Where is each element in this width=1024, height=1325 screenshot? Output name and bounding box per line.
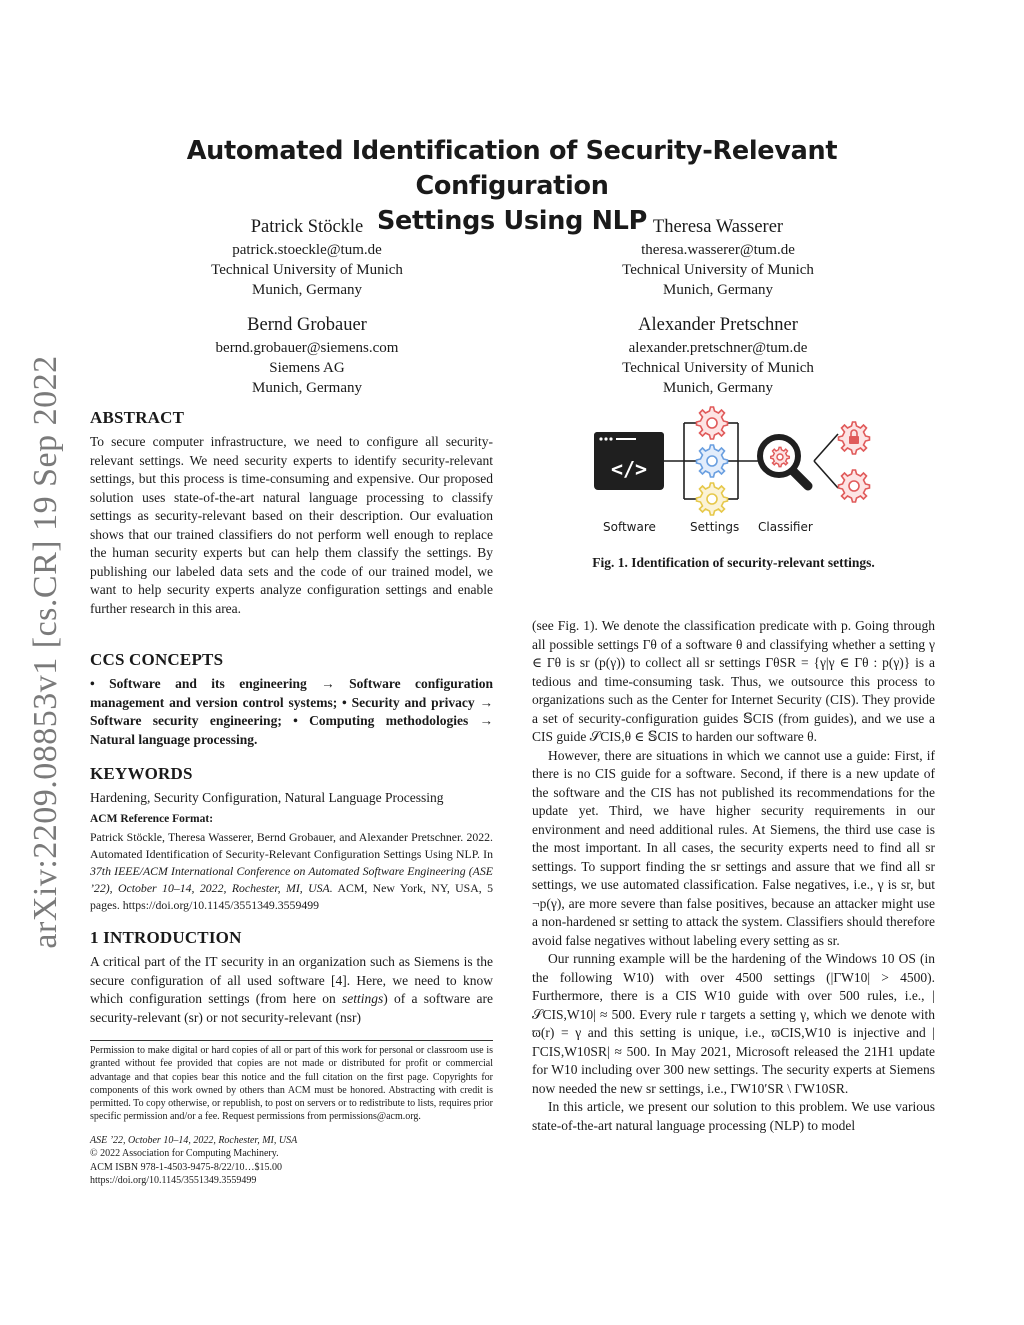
author-email: bernd.grobauer@siemens.com bbox=[215, 340, 399, 356]
abstract-text: To secure computer infrastructure, we need to configure all security-relevant settings. We need security experts to identify security-relevant settings, but this process is time-consuming and expensive. Our proposed solution uses state-of-the-art natural language processing to classify settings as security-relevant based on their description. Our evaluation shows that our trained classifiers do not perform well enough to replace the human security experts but can help them classify the settings. By publishing our labeled data sets and the code of our trained model, we want to help security experts analyze configuration settings and enable further research in this area. bbox=[90, 434, 493, 616]
footnote-venue: ASE ’22, October 10–14, 2022, Rochester, MI, USA bbox=[90, 1135, 298, 1146]
intro-text bbox=[90, 953, 493, 1027]
code-glyph: </> bbox=[610, 457, 648, 481]
author-4 bbox=[553, 312, 883, 398]
settings-gear-yellow-icon bbox=[697, 483, 728, 515]
keywords-heading: KEYWORDS bbox=[90, 764, 193, 783]
right-column-text bbox=[532, 617, 935, 1135]
footnote-rule bbox=[90, 1040, 493, 1041]
author-affiliation: Technical University of Munich bbox=[622, 262, 814, 278]
author-email: theresa.wasserer@tum.de bbox=[641, 242, 795, 258]
footnote-copyright: © 2022 Association for Computing Machinery. bbox=[90, 1148, 279, 1160]
acm-ref-publisher: ACM, New York, NY, USA, 5 pages. https://doi.org/10.1145/3551349.3559499 bbox=[90, 881, 494, 912]
keywords-text: Hardening, Security Configuration, Natural Language Processing bbox=[90, 790, 444, 805]
figure-label-software: Software bbox=[603, 520, 656, 534]
author-name: Theresa Wasserer bbox=[652, 217, 784, 237]
paragraph-4: In this article, we present our solution to this problem. We use various state-of-the-art natural language processing (NLP) to model bbox=[532, 1099, 935, 1133]
author-name: Alexander Pretschner bbox=[638, 315, 798, 335]
footnote-isbn: ACM ISBN 978-1-4503-9475-8/22/10…$15.00 bbox=[90, 1161, 282, 1173]
intro-text-a: A critical part of the IT security in an organization such as Siemens is the secure configuration of all used software [4]. Here, we need to know which configuration settings (from here on bbox=[90, 954, 493, 1006]
permission-footnote: Permission to make digital or hard copies of all or part of this work for personal or classroom use is granted without fee provided that copies are not made or distributed for profit or commercial advantage and that copies bear this notice and the full citation on the first page. Copyrights for components of this work owned by others than ACM must be honored. Abstracting with credit is permitted. To copy otherwise, or republish, to post on servers or to redistribute to lists, requires prior specific permission and/or a fee. Request permissions from permissions@acm.org. bbox=[90, 1045, 493, 1123]
footnote-block bbox=[90, 1134, 493, 1187]
intro-text-b: ) of a software are security-relevant (sr) or not security-relevant (nsr) bbox=[90, 991, 493, 1025]
author-location: Munich, Germany bbox=[663, 380, 773, 396]
ccs-text: • Software and its engineering → Software configuration management and version control systems; • Security and privacy → Software security engineering; • Computing methodologies → Natural language processing. bbox=[90, 676, 493, 747]
author-location: Munich, Germany bbox=[252, 380, 362, 396]
settings-gear-red-icon bbox=[697, 407, 728, 439]
title-line-1: Automated Identification of Security-Relevant Configuration bbox=[186, 136, 838, 201]
paragraph-3: Our running example will be the hardening of the Windows 10 OS (in the following W10) with over 4500 settings (|ΓW10| > 4500). Furthermore, there is a CIS W10 guide with over 500 rules, i.e., |𝒮CIS,W10| ≈ 500. Every rule r targets a setting γ, which we denote with ϖ(r) = γ and this setting is unique, i.e., ϖCIS,W10 is injective and |ΓCIS,W10SR| ≈ 500. In May 2021, Microsoft released the 21H1 update for W10 including over 300 new settings. The security experts at Siemens now needed the new sr settings, i.e., ΓW10′SR \ ΓW10SR. bbox=[532, 951, 935, 1096]
author-name: Patrick Stöckle bbox=[250, 217, 364, 237]
footnote-doi: https://doi.org/10.1145/3551349.3559499 bbox=[90, 1174, 257, 1186]
author-affiliation: Technical University of Munich bbox=[211, 262, 403, 278]
acm-ref-authors: Patrick Stöckle, Theresa Wasserer, Bernd Grobauer, and Alexander Pretschner. 2022. Automated Identification of Security-Relevant Configuration Settings Using NLP. In bbox=[90, 830, 493, 861]
author-2 bbox=[553, 214, 883, 300]
classifier-magnifier-icon bbox=[760, 437, 808, 486]
figure-caption: Fig. 1. Identification of security-relevant settings. bbox=[592, 555, 875, 570]
settings-gear-blue-icon bbox=[697, 445, 728, 477]
author-3 bbox=[142, 312, 472, 398]
arxiv-identifier: arXiv:2209.08853v1 [cs.CR] 19 Sep 2022 bbox=[27, 355, 64, 949]
acm-ref-venue: 37th IEEE/ACM International Conference on Automated Software Engineering (ASE ’22), October 10–14, 2022, Rochester, MI, USA. bbox=[90, 864, 493, 895]
paragraph-2: However, there are situations in which we cannot use a guide: First, if there is no CIS guide for a software. Second, if there is a new update of the software and the CIS has not published its recommendations for the update yet. Third, we have higher security requirements in our environment and need additional rules. At Siemens, the third use case is the most important. In all cases, the security experts need to find all sr settings. To support finding the sr settings and assure that we find all sr settings, we use automated classification. False negatives, i.e., γ is sr, but ¬p(γ), are more severe than false positives, because an attacker might use a non-hardened sr setting to attack the system. Classifiers should therefore avoid false negatives without labeling every setting as sr. bbox=[532, 747, 935, 948]
author-name: Bernd Grobauer bbox=[247, 315, 367, 335]
author-location: Munich, Germany bbox=[663, 282, 773, 298]
intro-heading: 1 INTRODUCTION bbox=[90, 928, 242, 947]
author-location: Munich, Germany bbox=[252, 282, 362, 298]
author-1 bbox=[142, 214, 472, 300]
settings-gear-output-icon bbox=[839, 470, 870, 502]
ccs-heading: CCS CONCEPTS bbox=[90, 650, 224, 669]
figure-label-settings: Settings bbox=[690, 520, 740, 534]
author-affiliation: Technical University of Munich bbox=[622, 360, 814, 376]
arxiv-sidebar bbox=[22, 352, 70, 952]
title-line-2: Settings Using NLP bbox=[376, 206, 648, 236]
intro-emphasis: settings bbox=[342, 991, 384, 1006]
figure-label-classifier: Classifier bbox=[758, 520, 813, 534]
paragraph-1: (see Fig. 1). We denote the classification predicate with p. Going through all possible settings Γθ of a software θ and classifying whether a setting γ ∈ Γθ is sr (p(γ)) to collect all sr settings ΓθSR = {γ|γ ∈ Γθ : p(γ)} is a tedious and time-consuming task. Thus, we outsource this process to organizations such as the Center for Internet Security (CIS). They provide a set of security-configuration guides 𝕊CIS (from guides), and we use a CIS guide 𝒮CIS,θ ∈ 𝕊CIS to harden our software θ. bbox=[532, 618, 935, 744]
acm-ref-text bbox=[90, 829, 493, 914]
software-icon bbox=[594, 432, 664, 490]
author-email: patrick.stoeckle@tum.de bbox=[232, 242, 382, 258]
author-email: alexander.pretschner@tum.de bbox=[628, 340, 808, 356]
secure-setting-lock-icon bbox=[839, 422, 870, 454]
abstract-heading: ABSTRACT bbox=[90, 408, 185, 427]
acm-ref-heading: ACM Reference Format: bbox=[90, 813, 214, 825]
author-affiliation: Siemens AG bbox=[269, 360, 345, 376]
